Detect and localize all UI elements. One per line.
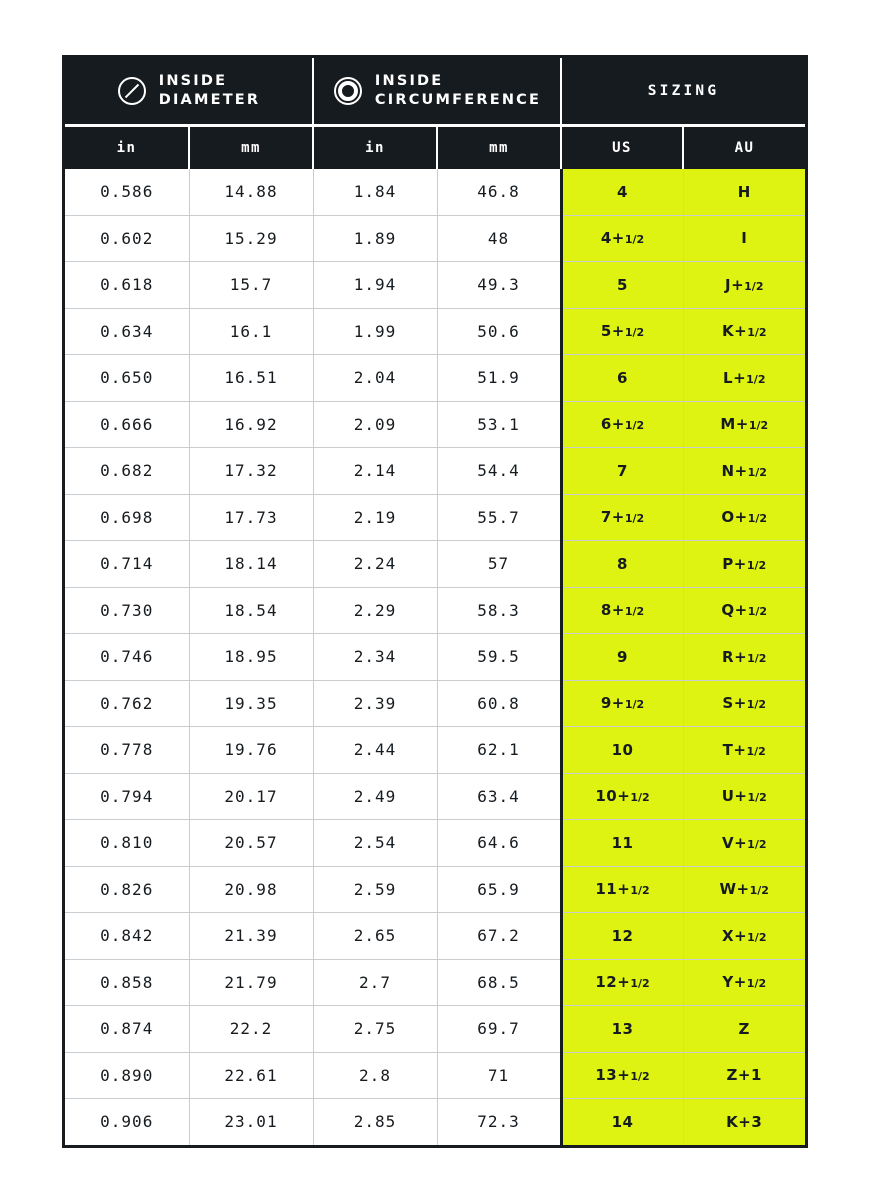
cell-diameter-in: 0.810 [65, 820, 189, 867]
cell-size-us: 9+1/2 [561, 680, 683, 727]
cell-circumference-in: 2.44 [313, 727, 437, 774]
cell-circumference-mm: 50.6 [437, 308, 561, 355]
column-header-circumference-mm: mm [437, 126, 561, 170]
column-header-us: US [561, 126, 683, 170]
cell-size-us: 7 [561, 448, 683, 495]
cell-diameter-mm: 17.73 [189, 494, 313, 541]
cell-diameter-in: 0.906 [65, 1099, 189, 1145]
cell-size-us: 11 [561, 820, 683, 867]
cell-diameter-in: 0.890 [65, 1052, 189, 1099]
cell-diameter-mm: 23.01 [189, 1099, 313, 1145]
cell-diameter-mm: 15.29 [189, 215, 313, 262]
table-row [65, 913, 805, 960]
table-row [65, 494, 805, 541]
cell-diameter-in: 0.650 [65, 355, 189, 402]
cell-diameter-mm: 22.61 [189, 1052, 313, 1099]
cell-diameter-in: 0.746 [65, 634, 189, 681]
cell-circumference-mm: 54.4 [437, 448, 561, 495]
cell-diameter-mm: 18.14 [189, 541, 313, 588]
cell-circumference-in: 2.24 [313, 541, 437, 588]
cell-size-au: N+1/2 [683, 448, 805, 495]
table-row [65, 727, 805, 774]
cell-size-au: Z [683, 1006, 805, 1053]
table-row [65, 1099, 805, 1145]
table-row [65, 634, 805, 681]
cell-size-us: 7+1/2 [561, 494, 683, 541]
cell-diameter-mm: 14.88 [189, 169, 313, 215]
header-group-inside-circumference [313, 58, 561, 126]
cell-circumference-mm: 67.2 [437, 913, 561, 960]
table-row [65, 355, 805, 402]
cell-size-au: I [683, 215, 805, 262]
cell-diameter-mm: 16.1 [189, 308, 313, 355]
cell-circumference-in: 2.59 [313, 866, 437, 913]
cell-circumference-mm: 51.9 [437, 355, 561, 402]
table-row [65, 959, 805, 1006]
cell-circumference-in: 2.19 [313, 494, 437, 541]
cell-size-au: Y+1/2 [683, 959, 805, 1006]
cell-circumference-in: 2.39 [313, 680, 437, 727]
column-header-diameter-in: in [65, 126, 189, 170]
cell-diameter-mm: 21.39 [189, 913, 313, 960]
cell-size-us: 11+1/2 [561, 866, 683, 913]
cell-diameter-in: 0.682 [65, 448, 189, 495]
cell-circumference-in: 2.34 [313, 634, 437, 681]
cell-circumference-mm: 59.5 [437, 634, 561, 681]
cell-circumference-in: 1.84 [313, 169, 437, 215]
cell-circumference-mm: 55.7 [437, 494, 561, 541]
table-row [65, 1052, 805, 1099]
table-row [65, 401, 805, 448]
cell-diameter-mm: 19.76 [189, 727, 313, 774]
cell-circumference-mm: 71 [437, 1052, 561, 1099]
cell-diameter-in: 0.714 [65, 541, 189, 588]
table-row [65, 541, 805, 588]
cell-size-us: 8 [561, 541, 683, 588]
cell-size-us: 4+1/2 [561, 215, 683, 262]
cell-size-au: H [683, 169, 805, 215]
cell-circumference-in: 2.75 [313, 1006, 437, 1053]
cell-diameter-in: 0.874 [65, 1006, 189, 1053]
table-row [65, 169, 805, 215]
cell-size-au: P+1/2 [683, 541, 805, 588]
cell-circumference-in: 2.7 [313, 959, 437, 1006]
cell-diameter-mm: 16.92 [189, 401, 313, 448]
cell-circumference-mm: 64.6 [437, 820, 561, 867]
cell-size-us: 5 [561, 262, 683, 309]
table-row [65, 587, 805, 634]
cell-size-us: 10 [561, 727, 683, 774]
cell-size-au: O+1/2 [683, 494, 805, 541]
cell-circumference-in: 2.14 [313, 448, 437, 495]
table-row [65, 215, 805, 262]
cell-size-au: J+1/2 [683, 262, 805, 309]
ring-size-table [65, 58, 805, 1145]
cell-size-us: 14 [561, 1099, 683, 1145]
cell-circumference-mm: 68.5 [437, 959, 561, 1006]
cell-size-us: 12+1/2 [561, 959, 683, 1006]
cell-diameter-mm: 20.17 [189, 773, 313, 820]
cell-diameter-in: 0.634 [65, 308, 189, 355]
cell-size-us: 6+1/2 [561, 401, 683, 448]
cell-diameter-in: 0.762 [65, 680, 189, 727]
cell-size-au: U+1/2 [683, 773, 805, 820]
cell-circumference-in: 1.89 [313, 215, 437, 262]
cell-size-us: 8+1/2 [561, 587, 683, 634]
table-row [65, 1006, 805, 1053]
cell-diameter-mm: 20.98 [189, 866, 313, 913]
cell-circumference-mm: 58.3 [437, 587, 561, 634]
cell-diameter-mm: 16.51 [189, 355, 313, 402]
cell-circumference-in: 2.65 [313, 913, 437, 960]
cell-circumference-mm: 46.8 [437, 169, 561, 215]
cell-circumference-in: 2.54 [313, 820, 437, 867]
cell-size-au: Q+1/2 [683, 587, 805, 634]
cell-size-us: 13+1/2 [561, 1052, 683, 1099]
cell-circumference-in: 2.8 [313, 1052, 437, 1099]
cell-size-au: S+1/2 [683, 680, 805, 727]
cell-diameter-in: 0.698 [65, 494, 189, 541]
cell-size-au: R+1/2 [683, 634, 805, 681]
column-header-diameter-mm: mm [189, 126, 313, 170]
cell-circumference-mm: 63.4 [437, 773, 561, 820]
cell-diameter-mm: 19.35 [189, 680, 313, 727]
table-row [65, 820, 805, 867]
cell-diameter-mm: 17.32 [189, 448, 313, 495]
cell-size-au: T+1/2 [683, 727, 805, 774]
cell-circumference-mm: 65.9 [437, 866, 561, 913]
cell-diameter-in: 0.858 [65, 959, 189, 1006]
header-group-label: INSIDE CIRCUMFERENCE [374, 73, 542, 108]
table-row [65, 262, 805, 309]
cell-circumference-mm: 69.7 [437, 1006, 561, 1053]
cell-diameter-mm: 20.57 [189, 820, 313, 867]
cell-size-au: M+1/2 [683, 401, 805, 448]
cell-size-us: 4 [561, 169, 683, 215]
ring-size-table-container [62, 55, 808, 1148]
cell-circumference-in: 1.99 [313, 308, 437, 355]
cell-size-us: 10+1/2 [561, 773, 683, 820]
cell-circumference-in: 2.49 [313, 773, 437, 820]
table-row [65, 448, 805, 495]
cell-diameter-in: 0.730 [65, 587, 189, 634]
cell-circumference-in: 2.04 [313, 355, 437, 402]
cell-circumference-mm: 62.1 [437, 727, 561, 774]
cell-diameter-in: 0.618 [65, 262, 189, 309]
cell-circumference-mm: 53.1 [437, 401, 561, 448]
cell-circumference-in: 2.09 [313, 401, 437, 448]
cell-circumference-mm: 48 [437, 215, 561, 262]
header-group-inside-diameter [65, 58, 313, 126]
header-group-label: SIZING [647, 83, 720, 99]
cell-diameter-mm: 18.54 [189, 587, 313, 634]
header-group-label: INSIDE DIAMETER [158, 73, 261, 108]
cell-size-us: 6 [561, 355, 683, 402]
cell-size-us: 9 [561, 634, 683, 681]
cell-circumference-mm: 72.3 [437, 1099, 561, 1145]
cell-circumference-in: 1.94 [313, 262, 437, 309]
table-row [65, 680, 805, 727]
table-row [65, 308, 805, 355]
cell-size-us: 13 [561, 1006, 683, 1053]
cell-diameter-in: 0.602 [65, 215, 189, 262]
cell-diameter-in: 0.794 [65, 773, 189, 820]
cell-size-us: 5+1/2 [561, 308, 683, 355]
cell-diameter-in: 0.586 [65, 169, 189, 215]
cell-circumference-mm: 57 [437, 541, 561, 588]
cell-circumference-in: 2.29 [313, 587, 437, 634]
table-row [65, 866, 805, 913]
cell-diameter-mm: 21.79 [189, 959, 313, 1006]
ring-diameter-icon [117, 76, 147, 106]
cell-diameter-mm: 22.2 [189, 1006, 313, 1053]
cell-diameter-in: 0.666 [65, 401, 189, 448]
cell-diameter-mm: 15.7 [189, 262, 313, 309]
cell-circumference-mm: 49.3 [437, 262, 561, 309]
cell-diameter-mm: 18.95 [189, 634, 313, 681]
cell-size-au: K+3 [683, 1099, 805, 1145]
cell-circumference-in: 2.85 [313, 1099, 437, 1145]
cell-diameter-in: 0.778 [65, 727, 189, 774]
table-body [65, 169, 805, 1145]
cell-diameter-in: 0.826 [65, 866, 189, 913]
header-group-sizing [561, 58, 805, 126]
cell-size-au: Z+1 [683, 1052, 805, 1099]
cell-circumference-mm: 60.8 [437, 680, 561, 727]
cell-size-au: X+1/2 [683, 913, 805, 960]
cell-size-au: K+1/2 [683, 308, 805, 355]
column-header-circumference-in: in [313, 126, 437, 170]
cell-size-au: W+1/2 [683, 866, 805, 913]
cell-size-au: V+1/2 [683, 820, 805, 867]
table-header-groups [65, 58, 805, 126]
ring-circumference-icon [333, 76, 363, 106]
cell-size-us: 12 [561, 913, 683, 960]
column-header-au: AU [683, 126, 805, 170]
cell-size-au: L+1/2 [683, 355, 805, 402]
table-header-units [65, 126, 805, 170]
cell-diameter-in: 0.842 [65, 913, 189, 960]
table-row [65, 773, 805, 820]
